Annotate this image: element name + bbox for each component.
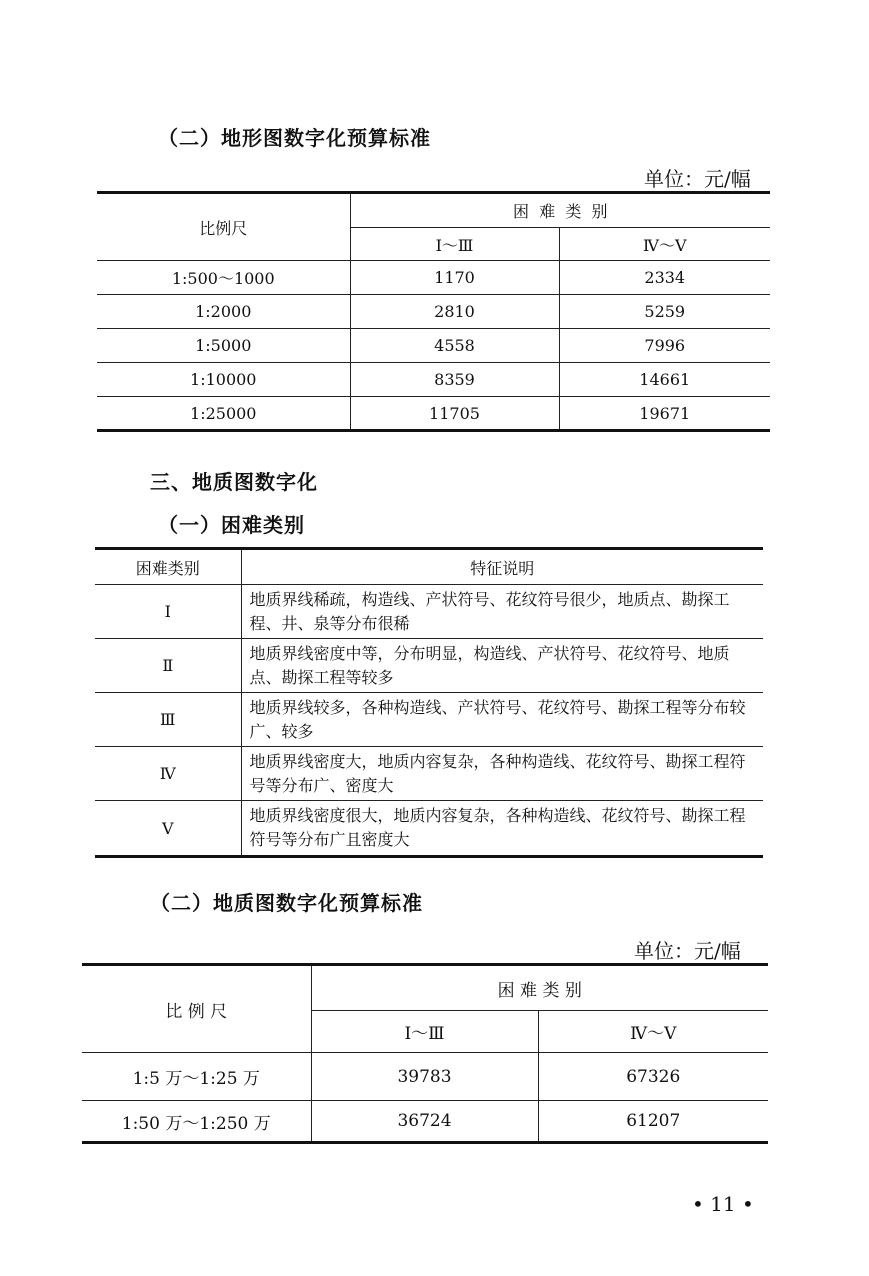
- description-cell: 地质界线密度中等，分布明显，构造线、产状符号、花纹符号、地质点、勘探工程等较多: [241, 639, 763, 693]
- value-cell: 2334: [559, 261, 770, 295]
- table-row: [95, 639, 763, 693]
- table-row: [97, 295, 770, 329]
- geo-unit-label: 单位：元/幅: [634, 939, 741, 963]
- value-cell: 61207: [538, 1101, 768, 1143]
- value-cell: 2810: [350, 295, 559, 329]
- geo-difficulty-table: [95, 547, 763, 858]
- topo-unit-label: 单位：元/幅: [644, 167, 751, 191]
- value-cell: 39783: [311, 1053, 538, 1101]
- topo-header-class-b: Ⅳ～Ⅴ: [559, 228, 770, 261]
- scale-cell: 1:5 万～1:25 万: [82, 1053, 311, 1101]
- geo-header-class: 困难类别: [95, 549, 241, 585]
- table-row: [97, 261, 770, 295]
- table-row: [97, 329, 770, 363]
- topo-header-class-a: Ⅰ～Ⅲ: [350, 228, 559, 261]
- geo-difficulty-heading: （一）困难类别: [158, 513, 305, 537]
- description-cell: 地质界线密度大，地质内容复杂，各种构造线、花纹符号、勘探工程符号等分布广、密度大: [241, 747, 763, 801]
- value-cell: 19671: [559, 397, 770, 431]
- table-row: [95, 747, 763, 801]
- geo-budget-table: [82, 963, 768, 1144]
- class-cell: Ⅲ: [95, 693, 241, 747]
- class-cell: Ⅳ: [95, 747, 241, 801]
- page-number: • 11 •: [692, 1192, 754, 1216]
- table-row: [82, 1053, 768, 1101]
- value-cell: 36724: [311, 1101, 538, 1143]
- value-cell: 4558: [350, 329, 559, 363]
- geo-header-description: 特征说明: [241, 549, 763, 585]
- topo-budget-table: [97, 191, 770, 432]
- value-cell: 67326: [538, 1053, 768, 1101]
- value-cell: 8359: [350, 363, 559, 397]
- description-cell: 地质界线较多，各种构造线、产状符号、花纹符号、勘探工程等分布较广、较多: [241, 693, 763, 747]
- geo-section-heading: 三、地质图数字化: [150, 470, 318, 494]
- scale-cell: 1:5000: [97, 329, 350, 363]
- scale-cell: 1:10000: [97, 363, 350, 397]
- description-cell: 地质界线密度很大，地质内容复杂，各种构造线、花纹符号、勘探工程符号等分布广且密度大: [241, 801, 763, 857]
- table-row: [95, 585, 763, 639]
- topo-budget-heading: （二）地形图数字化预算标准: [158, 126, 431, 150]
- geo-budget-header-scale: 比 例 尺: [82, 965, 311, 1053]
- table-row: [97, 397, 770, 431]
- geo-budget-header-difficulty: 困 难 类 别: [311, 965, 768, 1011]
- scale-cell: 1:500～1000: [97, 261, 350, 295]
- geo-budget-header-class-a: Ⅰ～Ⅲ: [311, 1011, 538, 1053]
- value-cell: 1170: [350, 261, 559, 295]
- table-row: [97, 363, 770, 397]
- geo-budget-header-class-b: Ⅳ～Ⅴ: [538, 1011, 768, 1053]
- geo-budget-heading: （二）地质图数字化预算标准: [150, 891, 423, 915]
- value-cell: 14661: [559, 363, 770, 397]
- table-row: [95, 693, 763, 747]
- topo-header-scale: 比例尺: [97, 193, 350, 261]
- topo-header-difficulty: 困 难 类 别: [350, 193, 770, 228]
- scale-cell: 1:2000: [97, 295, 350, 329]
- scale-cell: 1:50 万～1:250 万: [82, 1101, 311, 1143]
- description-cell: 地质界线稀疏，构造线、产状符号、花纹符号很少，地质点、勘探工程、井、泉等分布很稀: [241, 585, 763, 639]
- value-cell: 7996: [559, 329, 770, 363]
- class-cell: Ⅴ: [95, 801, 241, 857]
- class-cell: Ⅰ: [95, 585, 241, 639]
- class-cell: Ⅱ: [95, 639, 241, 693]
- table-row: [95, 801, 763, 857]
- value-cell: 5259: [559, 295, 770, 329]
- value-cell: 11705: [350, 397, 559, 431]
- table-row: [82, 1101, 768, 1143]
- scale-cell: 1:25000: [97, 397, 350, 431]
